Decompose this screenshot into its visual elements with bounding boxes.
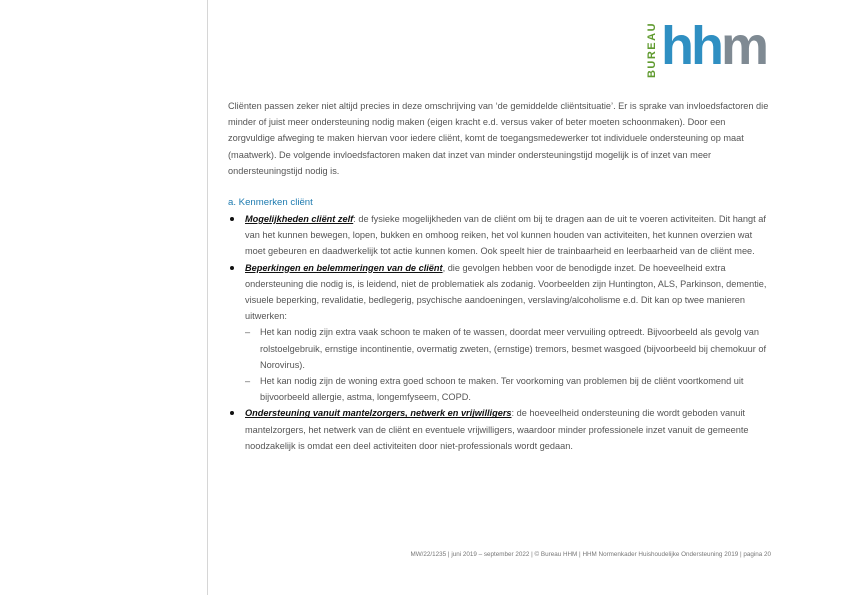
main-content xyxy=(228,98,770,454)
logo-wordmark: hhm xyxy=(661,16,767,76)
bullet-lead-term: Beperkingen en belemmeringen van de cliënt xyxy=(245,262,443,273)
sub-list xyxy=(245,324,770,405)
page-footer: MW/22/1235 | juni 2019 – september 2022 | © Bureau HHM | HHM Normenkader Huishoudelijke Ondersteuning 2019 | pagina 20 xyxy=(410,551,771,558)
bullet-lead-term: Mogelijkheden cliënt zelf xyxy=(245,214,354,225)
bullet-text: , die gevolgen hebben voor de benodigde inzet. De hoeveelheid extra ondersteuning die nodig is, is leidend, niet de problematiek als zodanig. Voorbeelden zijn Huntington, ALS, Parkinson, dementie, visuele beperking, revalidatie, bedlegerig, psychische aandoeningen, verslaving/alcoholisme e.d. Dit kan op twee manieren uitwerken: xyxy=(245,262,767,322)
bureau-hhm-logo xyxy=(645,16,773,79)
list-item xyxy=(228,405,770,454)
page-divider-line xyxy=(207,0,208,595)
intro-paragraph: Cliënten passen zeker niet altijd precies in deze omschrijving van ‘de gemiddelde cliëntsituatie’. Er is sprake van invloedsfactoren die minder of juist meer ondersteuning nodig maken (eigen kracht e.d. versus vaker of beter moeten schoonmaken). Door een zorgvuldige afweging te maken hiervan voor iedere cliënt, komt de toegangsmedewerker tot individuele ondersteuning op maat (maatwerk). De volgende invloedsfactoren maken dat inzet van minder ondersteuningstijd mogelijk is of inzet van meer ondersteuningstijd nodig is. xyxy=(228,101,769,176)
section-heading: a. Kenmerken cliënt xyxy=(228,197,313,209)
bullet-text: : de fysieke mogelijkheden van de cliënt om bij te dragen aan de uit te voeren activiteiten. Dit hangt af van het kunnen bewegen, lopen, bukken en omhoog reiken, het vol kunnen houden van activiteiten, het kunnen overzien wat moet gebeuren en daadwerkelijk tot actie kunnen komen. Ook speelt hier de trainbaarheid en leerbaarheid van de cliënt mee. xyxy=(245,214,766,257)
list-item xyxy=(228,211,770,260)
sub-list-item: – Het kan nodig zijn extra vaak schoon te maken of te wassen, doordat meer vervuiling optreedt. Bijvoorbeeld als gevolg van rolstoelgebruik, ernstige incontinentie, overmatig zweten, (ernstige) tremors, besmet wasgoed (bijvoorbeeld bij chemokuur of Norovirus). xyxy=(245,324,770,373)
bullet-list xyxy=(228,211,770,454)
bullet-lead-term: Ondersteuning vanuit mantelzorgers, netwerk en vrijwilligers xyxy=(245,408,512,419)
list-item xyxy=(228,260,770,406)
bullet-text: : de hoeveelheid ondersteuning die wordt geboden vanuit mantelzorgers, het netwerk van de cliënt en eventuele vrijwilligers, waardoor minder professionele inzet vanuit de gemeente noodzakelijk is omdat een deel activiteiten door niet-professionals wordt gedaan. xyxy=(245,408,749,451)
logo-bureau-text: BUREAU xyxy=(646,21,658,79)
sub-list-item: – Het kan nodig zijn de woning extra goed schoon te maken. Ter voorkoming van problemen bij de cliënt voortkomend uit bijvoorbeeld allergie, astma, longemfyseem, COPD. xyxy=(245,373,770,405)
